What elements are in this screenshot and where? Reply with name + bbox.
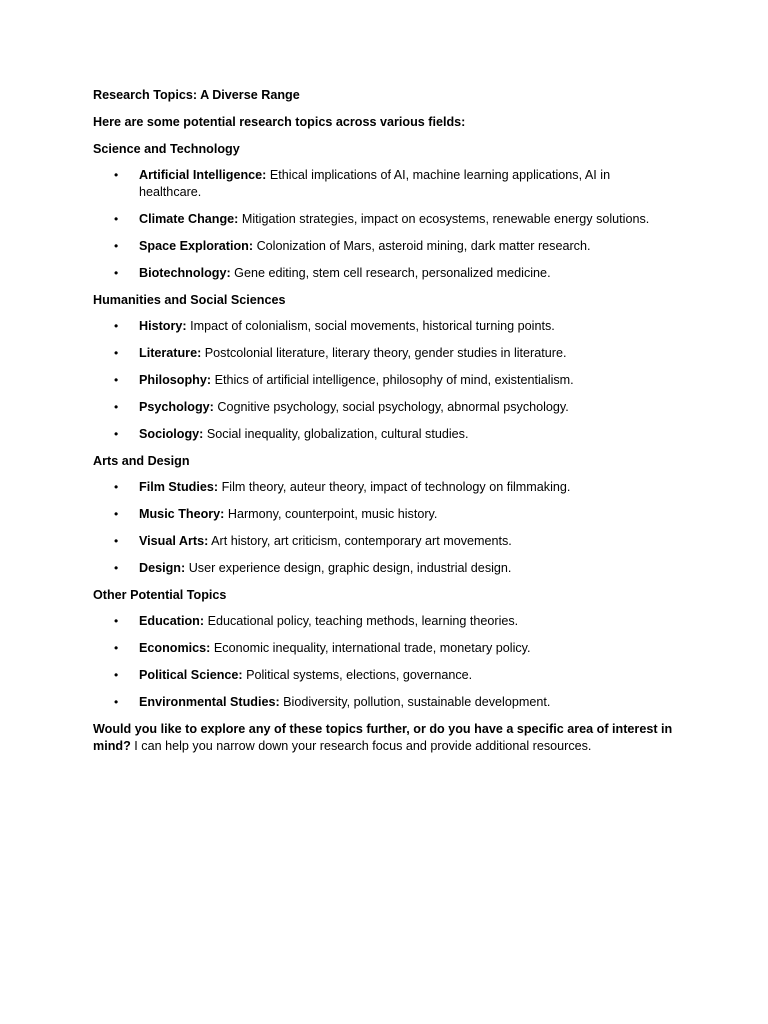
topic-term: Sociology:: [139, 427, 204, 441]
topic-term: Design:: [139, 561, 186, 575]
topic-desc: Educational policy, teaching methods, learning theories.: [207, 614, 519, 628]
section-heading: Arts and Design: [93, 454, 190, 468]
closing-paragraph: [93, 721, 673, 755]
section-arts-design: [93, 453, 673, 577]
list-item: [93, 372, 673, 389]
topic-term: Visual Arts:: [139, 534, 209, 548]
topic-term: Film Studies:: [139, 480, 219, 494]
document-title: Research Topics: A Diverse Range: [93, 88, 300, 102]
document-intro: Here are some potential research topics across various fields:: [93, 115, 466, 129]
topic-desc: Harmony, counterpoint, music history.: [227, 507, 438, 521]
bullet-icon: •: [114, 319, 119, 333]
topic-term: History:: [139, 319, 187, 333]
bullet-icon: •: [114, 641, 119, 655]
list-item: [93, 265, 673, 282]
bullet-icon: •: [114, 561, 119, 575]
section-humanities-social-sciences: [93, 292, 673, 443]
section-other-topics: [93, 587, 673, 711]
topic-list: [93, 479, 673, 577]
section-science-technology: [93, 141, 673, 282]
bullet-icon: •: [114, 507, 119, 521]
bullet-icon: •: [114, 534, 119, 548]
topic-term: Economics:: [139, 641, 211, 655]
bullet-icon: •: [114, 266, 119, 280]
list-item: [93, 613, 673, 630]
section-heading: Science and Technology: [93, 142, 240, 156]
topic-desc: Ethical implications of AI, machine learning applications, AI in healthcare.: [139, 168, 611, 199]
list-item: [93, 560, 673, 577]
topic-desc: Gene editing, stem cell research, personalized medicine.: [234, 266, 551, 280]
topic-term: Music Theory:: [139, 507, 225, 521]
list-item: [93, 479, 673, 496]
bullet-icon: •: [114, 668, 119, 682]
list-item: [93, 694, 673, 711]
list-item: [93, 238, 673, 255]
topic-desc: User experience design, graphic design, industrial design.: [188, 561, 512, 575]
topic-desc: Biodiversity, pollution, sustainable development.: [283, 695, 551, 709]
topic-term: Literature:: [139, 346, 202, 360]
topic-desc: Cognitive psychology, social psychology, abnormal psychology.: [217, 400, 569, 414]
closing-offer: I can help you narrow down your research focus and provide additional resources.: [134, 739, 592, 753]
bullet-icon: •: [114, 212, 119, 226]
bullet-icon: •: [114, 373, 119, 387]
topic-desc: Film theory, auteur theory, impact of technology on filmmaking.: [221, 480, 571, 494]
list-item: [93, 667, 673, 684]
bullet-icon: •: [114, 168, 119, 182]
topic-desc: Colonization of Mars, asteroid mining, dark matter research.: [256, 239, 591, 253]
bullet-icon: •: [114, 346, 119, 360]
list-item: [93, 640, 673, 657]
topic-term: Political Science:: [139, 668, 243, 682]
list-item: [93, 399, 673, 416]
topic-term: Environmental Studies:: [139, 695, 280, 709]
topic-term: Space Exploration:: [139, 239, 254, 253]
closing-question: Would you like to explore any of these topics further, or do you have a specific area of interest in mind?: [93, 722, 673, 753]
bullet-icon: •: [114, 614, 119, 628]
section-heading: Humanities and Social Sciences: [93, 293, 286, 307]
bullet-icon: •: [114, 427, 119, 441]
bullet-icon: •: [114, 239, 119, 253]
list-item: [93, 506, 673, 523]
topic-term: Philosophy:: [139, 373, 212, 387]
topic-desc: Social inequality, globalization, cultural studies.: [206, 427, 469, 441]
list-item: [93, 345, 673, 362]
list-item: [93, 426, 673, 443]
topic-desc: Economic inequality, international trade, monetary policy.: [213, 641, 531, 655]
topic-term: Psychology:: [139, 400, 214, 414]
list-item: [93, 318, 673, 335]
topic-list: [93, 167, 673, 282]
topic-desc: Political systems, elections, governance.: [246, 668, 473, 682]
topic-term: Biotechnology:: [139, 266, 231, 280]
topic-desc: Postcolonial literature, literary theory, gender studies in literature.: [204, 346, 567, 360]
topic-term: Education:: [139, 614, 205, 628]
topic-list: [93, 318, 673, 443]
list-item: [93, 167, 673, 201]
document-page: [93, 87, 673, 765]
list-item: [93, 211, 673, 228]
topic-term: Artificial Intelligence:: [139, 168, 267, 182]
list-item: [93, 533, 673, 550]
bullet-icon: •: [114, 400, 119, 414]
topic-desc: Mitigation strategies, impact on ecosystems, renewable energy solutions.: [241, 212, 650, 226]
topic-list: [93, 613, 673, 711]
topic-desc: Impact of colonialism, social movements, historical turning points.: [190, 319, 555, 333]
bullet-icon: •: [114, 695, 119, 709]
section-heading: Other Potential Topics: [93, 588, 227, 602]
topic-desc: Ethics of artificial intelligence, philosophy of mind, existentialism.: [214, 373, 574, 387]
topic-desc: Art history, art criticism, contemporary art movements.: [211, 534, 512, 548]
topic-term: Climate Change:: [139, 212, 239, 226]
bullet-icon: •: [114, 480, 119, 494]
